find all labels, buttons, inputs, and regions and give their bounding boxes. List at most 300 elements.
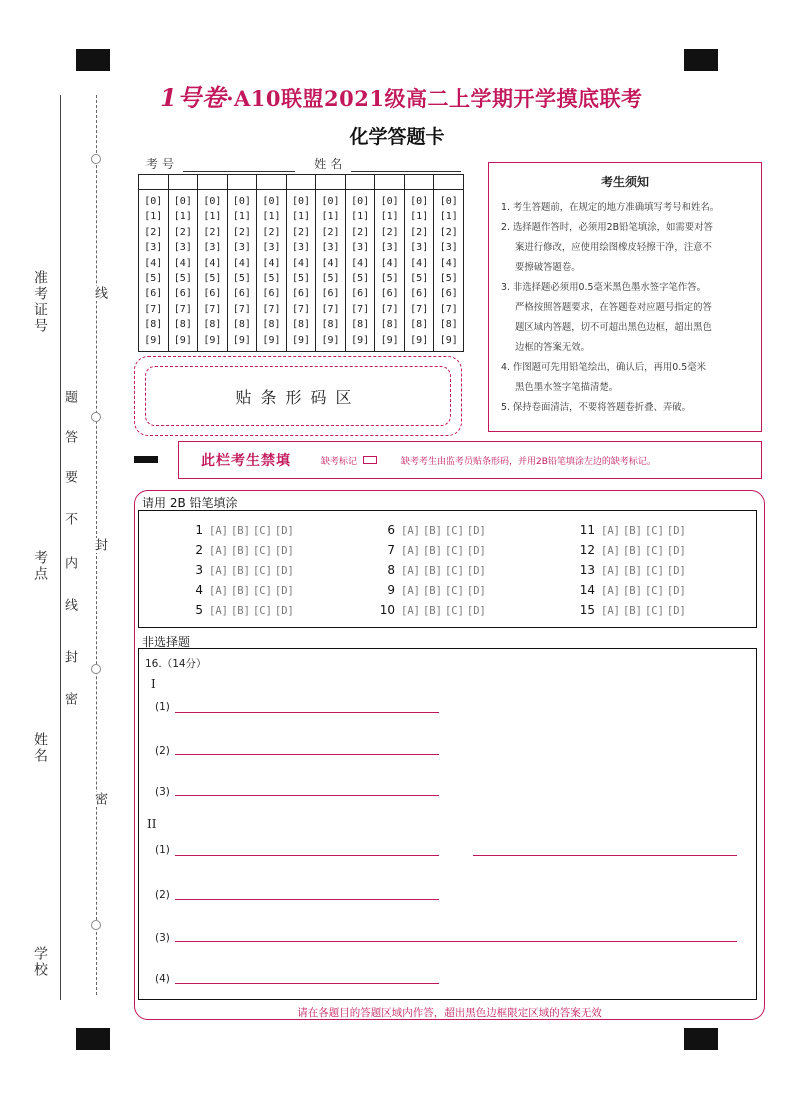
registration-mark-top-right [684,49,718,71]
mc-question-number: 4 [195,583,203,597]
digit-bubble[interactable]: [2] [439,226,458,238]
seal-char-xian: 线 [62,598,77,613]
digit-bubble[interactable]: [0] [410,196,429,207]
exam-number-write-cell[interactable] [228,175,258,189]
mc-option-bubble[interactable]: [A] [209,545,228,557]
digit-bubble[interactable]: [4] [351,257,370,269]
digit-bubble[interactable]: [2] [410,226,429,238]
digit-bubble[interactable]: [3] [232,242,251,254]
digit-bubble[interactable]: [1] [291,211,311,223]
mc-option-bubble[interactable]: [D] [666,565,686,577]
exam-number-column [169,190,199,351]
answer-sheet-subtitle: 化学答题卡 [349,126,445,148]
exam-number-write-cell[interactable] [316,175,346,189]
exam-no-label: 考号 [146,157,179,171]
digit-bubble[interactable]: [7] [203,303,222,315]
mc-option-bubble[interactable]: [B] [422,525,442,537]
digit-bubble[interactable]: [0] [439,196,458,207]
mc-option-bubble[interactable]: [A] [209,585,228,597]
digit-bubble[interactable]: [6] [321,288,340,300]
mc-option-bubble[interactable]: [C] [444,585,464,597]
mc-option-bubble[interactable]: [A] [401,525,420,537]
digit-bubble[interactable]: [8] [321,319,340,331]
mc-question-number: 8 [387,563,395,577]
mc-question-number: 10 [379,603,395,617]
answer-line[interactable] [175,941,737,942]
digit-bubble[interactable]: [3] [144,242,163,254]
digit-bubble[interactable]: [0] [144,196,163,207]
digit-bubble[interactable]: [5] [321,273,340,285]
digit-bubble[interactable]: [1] [321,211,340,223]
mc-question-number: 2 [195,543,203,557]
exam-number-write-cell[interactable] [139,175,169,189]
exam-number-write-cell[interactable] [346,175,376,189]
digit-bubble[interactable]: [5] [203,273,222,285]
question-16-header: 16.（14分） [145,658,207,670]
mc-option-bubble[interactable]: [A] [601,605,620,617]
name-field[interactable] [351,159,461,172]
seal-dot [91,154,101,164]
mc-option-bubble[interactable]: [C] [444,565,464,577]
digit-bubble[interactable]: [8] [173,319,192,331]
answer-line[interactable] [175,712,439,713]
digit-bubble[interactable]: [6] [291,288,311,300]
mc-section-label: 请用 2B 铅笔填涂 [142,496,238,510]
digit-bubble[interactable]: [7] [232,303,251,315]
registration-mark-bottom-left [76,1028,110,1050]
digit-bubble[interactable]: [2] [203,226,222,238]
digit-bubble[interactable]: [0] [203,196,222,207]
digit-bubble[interactable]: [8] [410,319,429,331]
seal-char-nei: 内 [62,556,77,571]
margin-admission-no-label: 准考证号 [32,270,48,334]
mc-question-row [375,603,489,617]
seal-char-yao: 要 [62,470,77,485]
digit-bubble[interactable]: [1] [173,211,192,223]
absent-mark-box[interactable] [363,456,377,464]
margin-seal-char: 封 [92,538,107,553]
digit-bubble[interactable]: [6] [144,288,163,300]
notice-line: 黑色墨水签字笔描清楚。 [515,382,619,393]
exam-number-write-cell[interactable] [169,175,199,189]
digit-bubble[interactable]: [8] [439,319,458,331]
exam-number-column [228,190,258,351]
answer-label-1-1: (1) [155,701,170,713]
mc-question-number: 14 [579,583,595,597]
mc-option-bubble[interactable]: [C] [252,525,272,537]
mc-option-bubble[interactable]: [A] [401,545,420,557]
mc-option-bubble[interactable]: [C] [644,605,664,617]
digit-bubble[interactable]: [8] [262,319,281,331]
digit-bubble[interactable]: [5] [410,273,429,285]
mc-option-bubble[interactable]: [B] [622,565,642,577]
mc-question-number: 11 [579,523,595,537]
exam-number-column [139,190,169,351]
mc-option-bubble[interactable]: [D] [466,545,486,557]
digit-bubble[interactable]: [3] [291,242,311,254]
mc-question-number: 15 [579,603,595,617]
mc-option-bubble[interactable]: [D] [274,525,294,537]
digit-bubble[interactable]: [0] [321,196,340,207]
exam-number-write-cell[interactable] [405,175,435,189]
mc-option-bubble[interactable]: [D] [666,585,686,597]
digit-bubble[interactable]: [1] [351,211,370,223]
exam-number-write-cell[interactable] [198,175,228,189]
digit-bubble[interactable]: [2] [262,226,281,238]
digit-bubble[interactable]: [1] [203,211,222,223]
digit-bubble[interactable]: [4] [203,257,222,269]
digit-bubble[interactable]: [1] [380,211,399,223]
notice-line: 3. 非选择题必须用0.5毫米黑色墨水签字笔作答。 [501,282,706,293]
candidate-fields [146,153,461,172]
mc-option-bubble[interactable]: [B] [230,565,250,577]
barcode-area[interactable] [134,356,462,436]
mc-question-number: 7 [387,543,395,557]
exam-number-column [346,190,376,351]
mc-option-bubble[interactable]: [A] [601,525,620,537]
answer-label-1-3: (3) [155,786,170,798]
mc-question-row [375,523,489,537]
exam-number-column [316,190,346,351]
mc-option-bubble[interactable]: [A] [401,565,420,577]
digit-bubble[interactable]: [0] [291,196,311,207]
mc-question-row [575,543,689,557]
exam-number-column [405,190,435,351]
digit-bubble[interactable]: [4] [410,257,429,269]
digit-bubble[interactable]: [1] [439,211,458,223]
name-label: 姓名 [314,157,347,171]
digit-bubble[interactable]: [6] [262,288,281,300]
mc-option-bubble[interactable]: [D] [666,525,686,537]
mc-option-bubble[interactable]: [C] [444,605,464,617]
digit-bubble[interactable]: [8] [203,319,222,331]
mc-option-bubble[interactable]: [D] [666,545,686,557]
mc-option-bubble[interactable]: [B] [622,525,642,537]
mc-option-bubble[interactable]: [C] [252,605,272,617]
digit-bubble[interactable]: [4] [439,257,458,269]
barcode-area-label: 贴条形码区 [145,366,451,426]
digit-bubble[interactable]: [0] [232,196,251,207]
digit-bubble[interactable]: [3] [410,242,429,254]
margin-line-outer [60,95,61,1000]
mc-question-row [375,563,489,577]
exam-number-column [375,190,405,351]
digit-bubble[interactable]: [9] [410,334,429,346]
mc-question-number: 6 [387,523,395,537]
mc-option-bubble[interactable]: [B] [230,525,250,537]
digit-bubble[interactable]: [1] [144,211,163,223]
digit-bubble[interactable]: [4] [232,257,251,269]
mc-question-row [183,603,297,617]
margin-secret-char: 密 [92,792,107,807]
mc-option-bubble[interactable]: [C] [252,565,272,577]
digit-bubble[interactable]: [9] [232,334,251,346]
mc-question-number: 5 [195,603,203,617]
mc-question-number: 3 [195,563,203,577]
absent-mark-label: 缺考标记 [321,456,358,467]
mc-question-row [375,543,489,557]
digit-bubble[interactable]: [5] [262,273,281,285]
exam-title [160,78,642,113]
absent-note: 缺考考生由监考员贴条形码，并用2B铅笔填涂左边的缺考标记。 [401,456,656,467]
mc-question-row [575,583,689,597]
part-one-label: I [151,677,156,691]
mc-question-row [575,563,689,577]
mc-option-bubble[interactable]: [C] [644,585,664,597]
digit-bubble[interactable]: [9] [262,334,281,346]
exam-number-column [257,190,287,351]
mc-option-bubble[interactable]: [B] [622,605,642,617]
seal-dot [91,920,101,930]
digit-bubble[interactable]: [6] [380,288,399,300]
digit-bubble[interactable]: [6] [203,288,222,300]
answer-label-2-1: (1) [155,844,170,856]
digit-bubble[interactable]: [3] [203,242,222,254]
mc-option-bubble[interactable]: [D] [466,605,486,617]
exam-number-write-cell[interactable] [257,175,287,189]
mc-option-bubble[interactable]: [C] [252,545,272,557]
mc-question-row [575,603,689,617]
seal-dot [91,412,101,422]
digit-bubble[interactable]: [6] [351,288,370,300]
answer-label-2-4: (4) [155,973,170,985]
exam-title-text: ·A10联盟2021级高二上学期开学摸底联考 [226,86,643,111]
registration-mark-top-left [76,49,110,71]
registration-mark-bottom-right [684,1028,718,1050]
mc-option-bubble[interactable]: [D] [466,565,486,577]
seal-char-da: 答 [62,430,77,445]
exam-number-write-cell[interactable] [375,175,405,189]
digit-bubble[interactable]: [4] [380,257,399,269]
digit-bubble[interactable]: [7] [380,303,399,315]
seal-char-ti: 题 [62,390,77,405]
mc-option-bubble[interactable]: [C] [252,585,272,597]
mc-option-bubble[interactable]: [D] [274,605,294,617]
seal-char-feng: 封 [62,650,77,665]
staff-only-title: 此栏考生禁填 [201,453,291,469]
digit-bubble[interactable]: [1] [232,211,251,223]
digit-bubble[interactable]: [9] [439,334,458,346]
digit-bubble[interactable]: [0] [380,196,399,207]
notice-line: 边框的答案无效。 [515,342,591,353]
mc-option-bubble[interactable]: [C] [644,565,664,577]
digit-bubble[interactable]: [3] [351,242,370,254]
digit-bubble[interactable]: [5] [173,273,192,285]
digit-bubble[interactable]: [8] [351,319,370,331]
notice-line: 2. 选择题作答时，必须用2B铅笔填涂，如需要对答 [501,222,713,233]
digit-bubble[interactable]: [9] [291,334,311,346]
mc-option-bubble[interactable]: [C] [644,545,664,557]
answer-line[interactable] [473,855,737,856]
mc-question-number: 9 [387,583,395,597]
notice-line: 案进行修改，应使用绘图橡皮轻擦干净，注意不 [515,242,712,253]
digit-bubble[interactable]: [4] [291,257,311,269]
digit-bubble[interactable]: [6] [232,288,251,300]
mc-option-bubble[interactable]: [B] [230,585,250,597]
mc-option-bubble[interactable]: [A] [601,545,620,557]
absent-marker-bar [134,456,158,463]
part-two-label: II [147,817,157,831]
answer-label-1-2: (2) [155,745,170,757]
answer-line[interactable] [175,983,439,984]
seal-char-bu: 不 [62,512,77,527]
digit-bubble[interactable]: [9] [203,334,222,346]
mc-question-row [183,523,297,537]
multiple-choice-box [138,510,757,628]
digit-bubble[interactable]: [2] [144,226,163,238]
digit-bubble[interactable]: [9] [144,334,163,346]
answer-line[interactable] [175,899,439,900]
digit-bubble[interactable]: [2] [173,226,192,238]
mc-question-number: 1 [195,523,203,537]
digit-bubble[interactable]: [7] [439,303,458,315]
digit-bubble[interactable]: [1] [262,211,281,223]
digit-bubble[interactable]: [4] [262,257,281,269]
notice-line: 1. 考生答题前，在规定的地方准确填写考号和姓名。 [501,202,720,213]
mc-question-row [183,563,297,577]
mc-option-bubble[interactable]: [A] [601,585,620,597]
mc-option-bubble[interactable]: [B] [622,585,642,597]
nonmc-section-label: 非选择题 [142,635,191,649]
mc-option-bubble[interactable]: [A] [601,565,620,577]
mc-option-bubble[interactable]: [D] [466,525,486,537]
mc-option-bubble[interactable]: [B] [422,545,442,557]
exam-number-column [198,190,228,351]
mc-question-row [375,583,489,597]
digit-bubble[interactable]: [5] [232,273,251,285]
answer-line[interactable] [175,855,439,856]
digit-bubble[interactable]: [8] [144,319,163,331]
digit-bubble[interactable]: [3] [380,242,399,254]
mc-option-bubble[interactable]: [A] [209,605,228,617]
digit-bubble[interactable]: [5] [351,273,370,285]
mc-option-bubble[interactable]: [D] [274,585,294,597]
digit-bubble[interactable]: [5] [439,273,458,285]
digit-bubble[interactable]: [0] [351,196,370,207]
digit-bubble[interactable]: [3] [262,242,281,254]
exam-number-write-cell[interactable] [287,175,317,189]
digit-bubble[interactable]: [6] [410,288,429,300]
answer-line[interactable] [175,754,439,755]
exam-number-column [434,190,463,351]
mc-option-bubble[interactable]: [D] [274,545,294,557]
digit-bubble[interactable]: [0] [173,196,192,207]
margin-line-char: 线 [92,286,107,301]
mc-option-bubble[interactable]: [C] [644,525,664,537]
mc-option-bubble[interactable]: [A] [401,585,420,597]
staff-only-strip [178,441,762,479]
digit-bubble[interactable]: [6] [173,288,192,300]
digit-bubble[interactable]: [4] [321,257,340,269]
digit-bubble[interactable]: [8] [291,319,311,331]
notice-line: 5. 保持卷面清洁，不要将答题卷折叠、弄破。 [501,402,692,413]
answer-label-2-3: (3) [155,932,170,944]
digit-bubble[interactable]: [7] [262,303,281,315]
mc-option-bubble[interactable]: [C] [444,545,464,557]
mc-option-bubble[interactable]: [D] [666,605,686,617]
answer-line[interactable] [175,795,439,796]
digit-bubble[interactable]: [2] [321,226,340,238]
exam-number-bubble-columns [139,190,463,351]
digit-bubble[interactable]: [7] [144,303,163,315]
seal-dot [91,664,101,674]
digit-bubble[interactable]: [7] [291,303,311,315]
digit-bubble[interactable]: [3] [439,242,458,254]
exam-number-column [287,190,317,351]
digit-bubble[interactable]: [3] [321,242,340,254]
digit-bubble[interactable]: [8] [232,319,251,331]
digit-bubble[interactable]: [5] [144,273,163,285]
margin-exam-site-label: 考点 [32,550,48,582]
answer-label-2-2: (2) [155,889,170,901]
mc-option-bubble[interactable]: [A] [209,565,228,577]
digit-bubble[interactable]: [6] [439,288,458,300]
digit-bubble[interactable]: [4] [173,257,192,269]
seal-char-mi: 密 [62,692,77,707]
digit-bubble[interactable]: [2] [351,226,370,238]
digit-bubble[interactable]: [7] [173,303,192,315]
exam-number-write-row [139,175,463,190]
mc-question-number: 12 [579,543,595,557]
digit-bubble[interactable]: [2] [380,226,399,238]
footer-warning: 请在各题目的答题区域内作答，超出黑色边框限定区域的答案无效 [297,1007,602,1019]
mc-option-bubble[interactable]: [B] [422,585,442,597]
notice-line: 4. 作图题可先用铅笔绘出，确认后，再用0.5毫米 [501,362,706,373]
mc-option-bubble[interactable]: [B] [422,605,442,617]
mc-option-bubble[interactable]: [A] [209,525,228,537]
mc-option-bubble[interactable]: [A] [401,605,420,617]
mc-option-bubble[interactable]: [B] [230,605,250,617]
notice-line: 严格按照答题要求，在答题卷对应题号指定的答 [515,302,712,313]
digit-bubble[interactable]: [8] [380,319,399,331]
exam-number-grid [138,174,464,352]
mc-option-bubble[interactable]: [B] [622,545,642,557]
digit-bubble[interactable]: [7] [321,303,340,315]
digit-bubble[interactable]: [9] [380,334,399,346]
digit-bubble[interactable]: [1] [410,211,429,223]
exam-no-field[interactable] [183,159,295,172]
digit-bubble[interactable]: [9] [321,334,340,346]
digit-bubble[interactable]: [9] [351,334,370,346]
exam-number-write-cell[interactable] [434,175,463,189]
margin-name-label: 姓名 [32,732,48,764]
brand-logo: 1号卷 [160,83,227,112]
digit-bubble[interactable]: [0] [262,196,281,207]
mc-option-bubble[interactable]: [C] [444,525,464,537]
notice-title: 考生须知 [600,175,649,189]
candidate-notice [488,162,762,432]
digit-bubble[interactable]: [2] [232,226,251,238]
mc-question-row [575,523,689,537]
digit-bubble[interactable]: [5] [291,273,311,285]
digit-bubble[interactable]: [7] [351,303,370,315]
nonmc-answer-box [138,648,757,1000]
mc-option-bubble[interactable]: [B] [230,545,250,557]
mc-option-bubble[interactable]: [B] [422,565,442,577]
digit-bubble[interactable]: [5] [380,273,399,285]
digit-bubble[interactable]: [9] [173,334,192,346]
mc-question-number: 13 [579,563,595,577]
mc-option-bubble[interactable]: [D] [466,585,486,597]
digit-bubble[interactable]: [2] [291,226,311,238]
digit-bubble[interactable]: [7] [410,303,429,315]
digit-bubble[interactable]: [3] [173,242,192,254]
margin-school-label: 学校 [32,946,48,978]
notice-line: 题区域内答题，切不可超出黑色边框，超出黑色 [515,322,712,333]
mc-question-row [183,543,297,557]
digit-bubble[interactable]: [4] [144,257,163,269]
mc-option-bubble[interactable]: [D] [274,565,294,577]
